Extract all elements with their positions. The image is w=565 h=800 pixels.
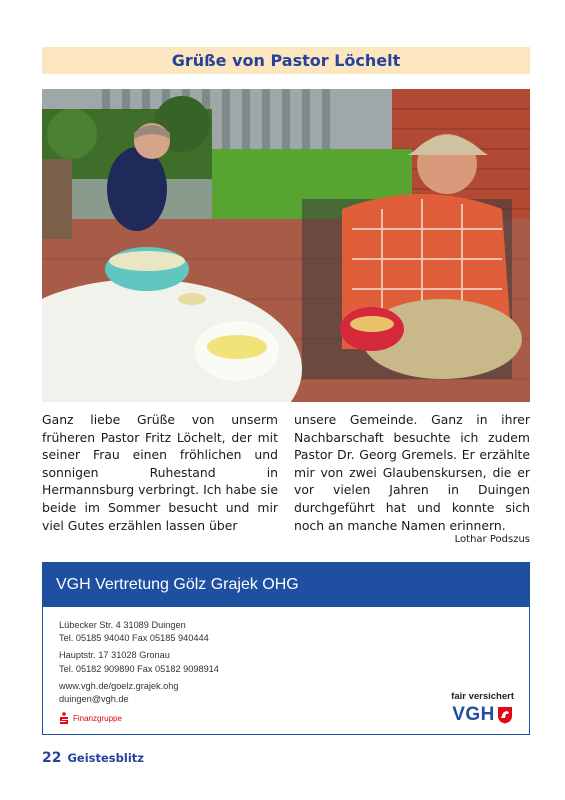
article-column-right: unsere Gemeinde. Ganz in ihrer Nachbarschaft besuchte ich zudem Pastor Dr. Georg Gremels. Er erzählte mir von zwei Glaubenskursen, die er vor vielen Jahren in Duingen durchgeführt hat und konnte sich noch an manche Namen erinnern.	[294, 412, 530, 533]
page-footer	[42, 750, 144, 766]
article-author: Lothar Podszus	[454, 534, 530, 545]
vgh-tagline: fair versichert	[451, 691, 514, 702]
article-photo	[42, 89, 530, 402]
office1-phone: Tel. 05185 94040 Fax 05185 940444	[59, 633, 209, 644]
ad-heading: VGH Vertretung Gölz Grajek OHG	[56, 576, 299, 593]
sparkasse-label: Finanzgruppe	[73, 713, 122, 723]
office2-street: Hauptstr. 17 31028 Gronau	[59, 650, 170, 661]
vgh-wordmark: VGH	[452, 704, 495, 725]
vgh-advertisement	[42, 562, 530, 735]
ad-header	[43, 563, 529, 607]
vgh-logo	[451, 691, 514, 726]
article-title: Grüße von Pastor Löchelt	[171, 51, 401, 70]
office1-street: Lübecker Str. 4 31089 Duingen	[59, 620, 186, 630]
publication-name: Geistesblitz	[67, 751, 144, 765]
sparkasse-s-icon	[59, 712, 69, 724]
horse-shield-icon	[497, 706, 513, 724]
article-title-bar	[42, 47, 530, 74]
office2-phone: Tel. 05182 909890 Fax 05182 9098914	[59, 663, 219, 674]
ad-website[interactable]: www.vgh.de/goelz.grajek.ohg	[59, 680, 179, 691]
sparkasse-finanzgruppe-logo	[59, 712, 122, 724]
article-column-left: Ganz liebe Grüße von unserm früheren Pastor Fritz Löchelt, der mit seiner Frau einen fröhlichen und sonnigen Ruhestand in Hermannsburg verbringt. Ich habe sie beide im Sommer besucht und mir viel Gutes erzählen lassen über	[42, 412, 278, 533]
ad-email[interactable]: duingen@vgh.de	[59, 694, 129, 705]
ad-contact-info	[59, 619, 219, 706]
page-number: 22	[42, 750, 62, 766]
article-body	[42, 411, 530, 551]
